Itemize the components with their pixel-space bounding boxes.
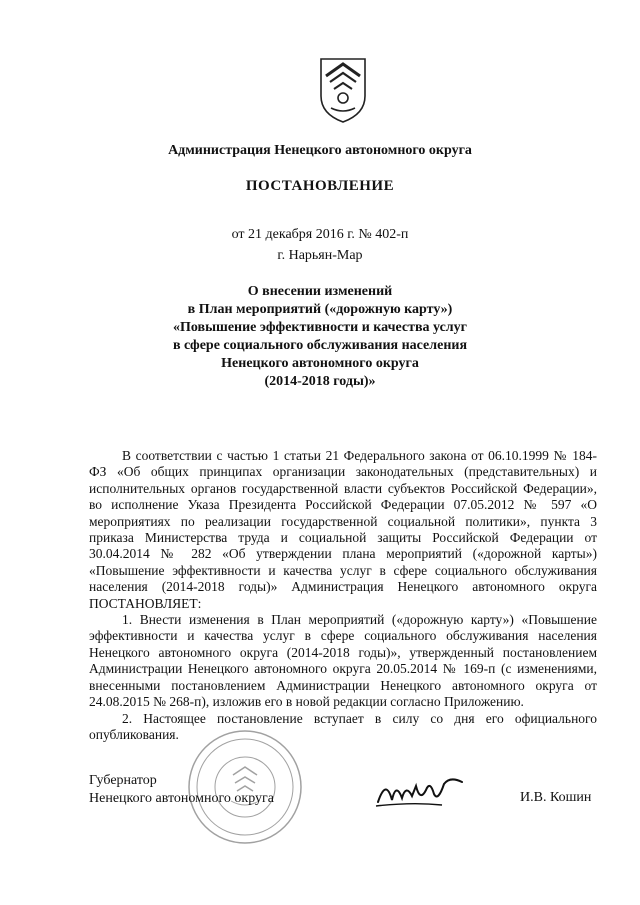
- document-city: г. Нарьян-Мар: [277, 248, 363, 263]
- body-paragraph: 2. Настоящее постановление вступает в силу со дня его официального опубликования.: [89, 710, 597, 742]
- handwritten-signature-icon: [372, 772, 472, 812]
- title-line: «Повышение эффективности и качества услуг: [172, 320, 468, 335]
- title-line: (2014-2018 годы)»: [264, 374, 376, 389]
- document-body: [89, 448, 597, 743]
- position-line: Ненецкого автономного округа: [89, 791, 274, 806]
- body-paragraph: В соответствии с частью 1 статьи 21 Федерального закона от 06.10.1999 № 184-ФЗ «Об общих принципах организации законодательных (представительных) и исполнительных органов государственной власти субъектов Российской Федерации», во исполнение Указа Президента Российской Федерации 07.05.2012 № 597 «О мероприятиях по реализации государственной социальной политики», пункта 3 приказа Министерства труда и социальной защиты Российской Федерации от 30.04.2014 № 282 «Об утверждении плана мероприятий («дорожной карты») «Повышение эффективности и качества услуг в сфере социального обслуживания населения (2014-2018 годы)» Администрация Ненецкого автономного округа ПОСТАНОВЛЯЕТ:: [89, 448, 597, 611]
- title-line: О внесении изменений: [247, 284, 393, 299]
- title-line: в План мероприятий («дорожную карту»): [187, 302, 453, 317]
- coat-of-arms-icon: [318, 56, 368, 124]
- title-line: Ненецкого автономного округа: [221, 356, 419, 371]
- title-line: в сфере социального обслуживания населения: [172, 338, 468, 353]
- signatory-position: [89, 772, 274, 808]
- document-date-number: от 21 декабря 2016 г. № 402-п: [231, 227, 409, 242]
- document-type: ПОСТАНОВЛЕНИЕ: [245, 178, 395, 194]
- document-title: [80, 283, 560, 391]
- signer-name: И.В. Кошин: [520, 790, 592, 805]
- body-paragraph: 1. Внести изменения в План мероприятий («дорожную карту») «Повышение эффективности и качества услуг в сфере социального обслуживания населения Ненецкого автономного округа (2014-2018 годы)», утвержденный постановлением Администрации Ненецкого автономного округа 20.05.2014 № 169-п (с изменениями, внесенными постановлением Администрации Ненецкого автономного округа от 24.08.2015 № 268-п), изложив его в новой редакции согласно Приложению.: [89, 612, 597, 710]
- organization-name: Администрация Ненецкого автономного округа: [168, 143, 472, 158]
- position-line: Губернатор: [89, 773, 157, 788]
